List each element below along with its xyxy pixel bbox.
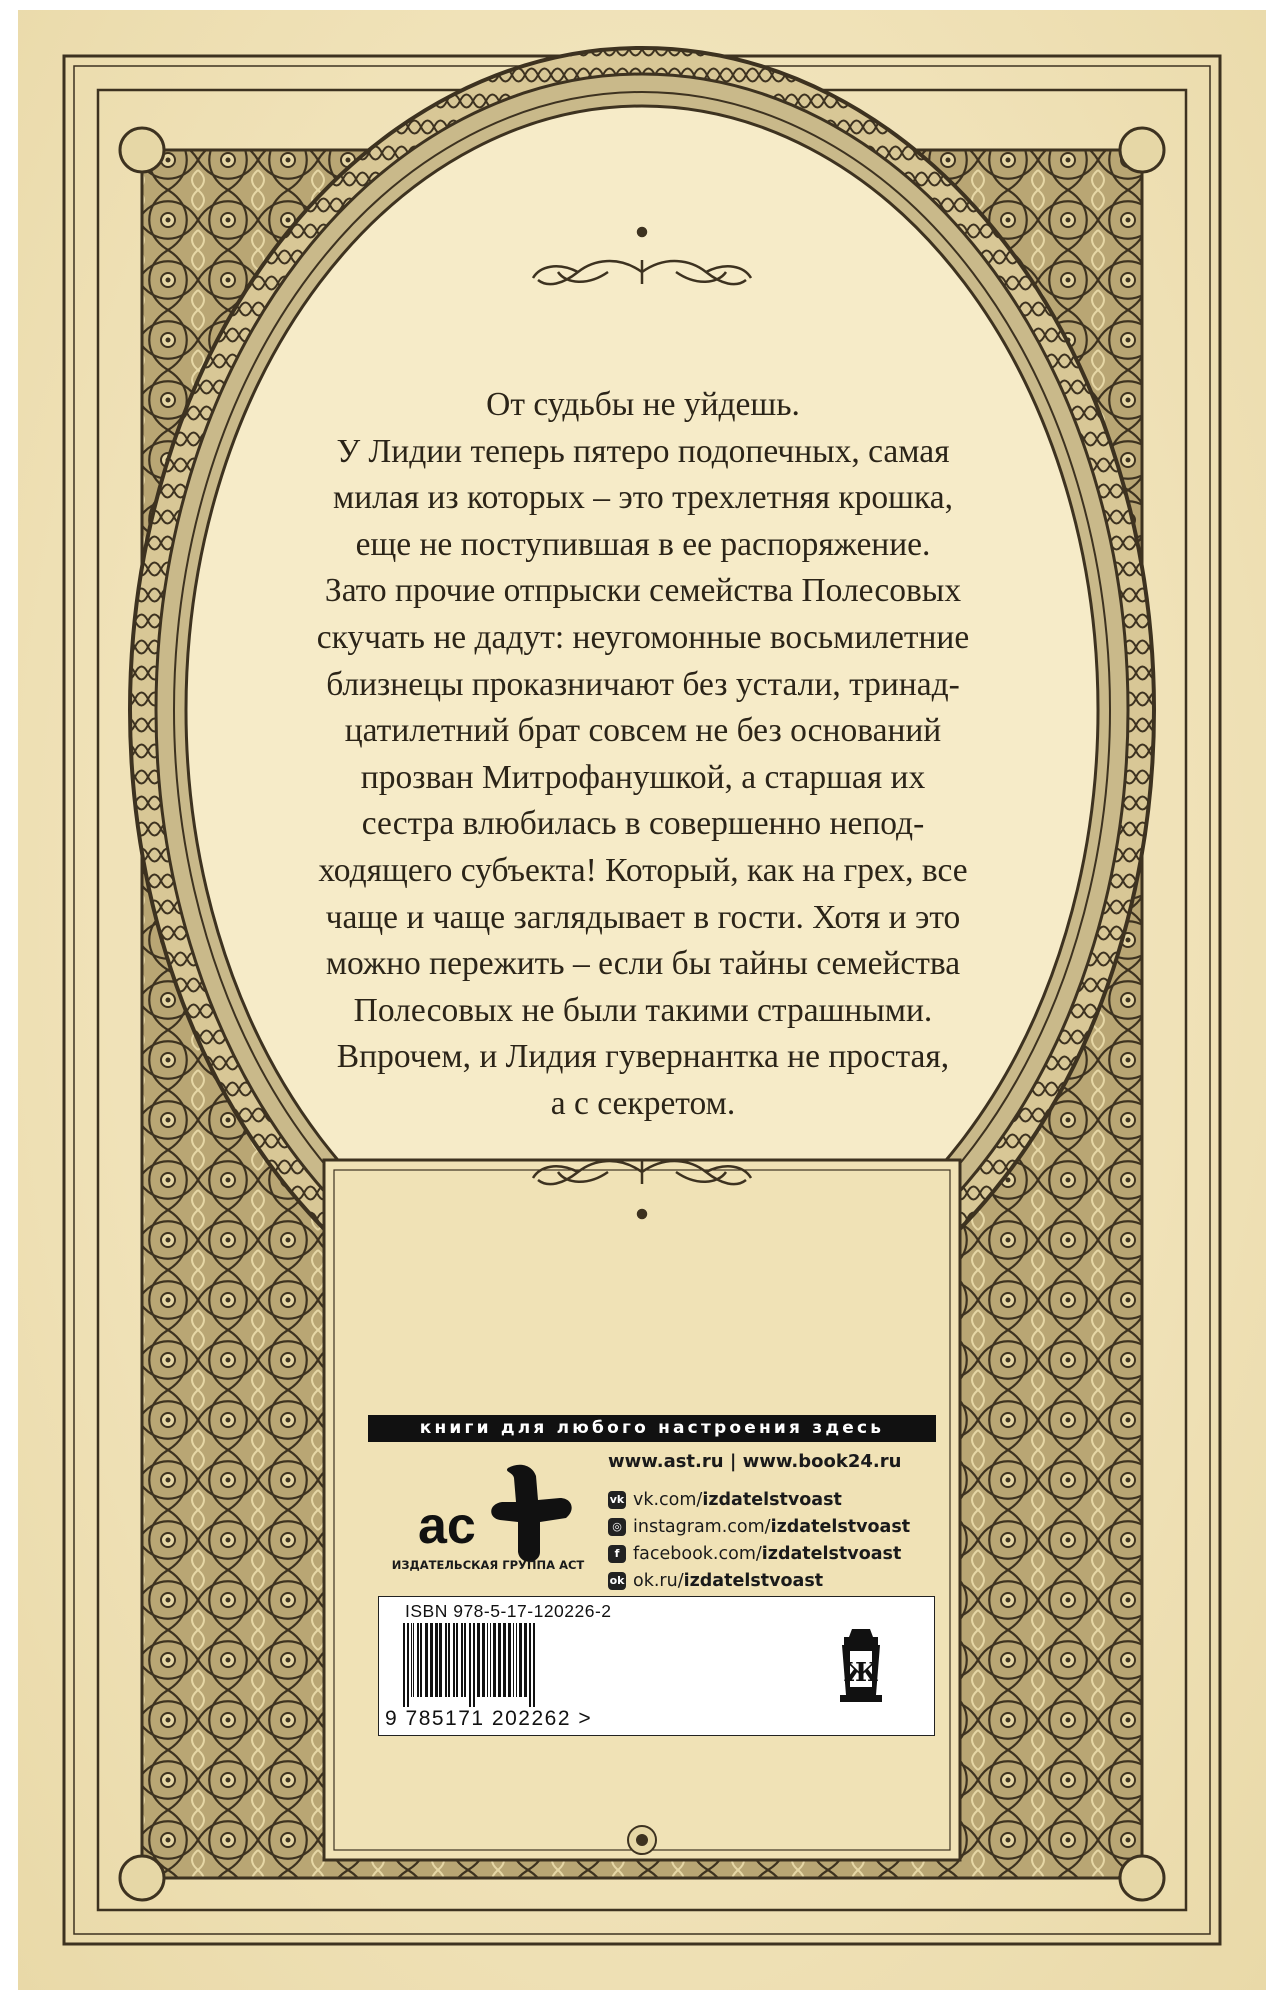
barcode-bar xyxy=(493,1623,496,1697)
isbn-number: ISBN 978-5-17-120226-2 xyxy=(405,1601,612,1621)
social-handle: izdatelstvoast xyxy=(702,1489,842,1510)
barcode-bar xyxy=(430,1623,433,1697)
barcode-bar xyxy=(453,1623,455,1697)
social-url-prefix: ok.ru/ xyxy=(633,1570,684,1591)
social-handle: izdatelstvoast xyxy=(761,1543,902,1564)
barcode-bar xyxy=(456,1623,458,1697)
logo-letters: ас xyxy=(418,1497,476,1555)
social-handle: izdatelstvoast xyxy=(683,1570,824,1591)
barcode-bar xyxy=(498,1623,501,1697)
barcode-bar xyxy=(503,1623,506,1697)
tagline-banner: книги для любого настроения здесь xyxy=(368,1415,936,1442)
isbn-barcode-panel xyxy=(378,1596,935,1736)
social-url-prefix: facebook.com/ xyxy=(633,1543,762,1564)
barcode-bar xyxy=(439,1623,442,1697)
rosette-ornament xyxy=(628,1826,656,1854)
social-link[interactable] xyxy=(608,1513,910,1540)
barcode-bar xyxy=(420,1623,422,1697)
barcode-bar xyxy=(425,1623,428,1697)
barcode-bar xyxy=(413,1623,414,1697)
barcode-bar xyxy=(435,1623,438,1697)
description-line: прозван Митрофанушкой, а старшая их xyxy=(360,758,926,796)
social-url-prefix: vk.com/ xyxy=(633,1489,703,1510)
barcode-bar xyxy=(533,1623,535,1707)
barcode-bar xyxy=(516,1623,517,1697)
vk-icon: vk xyxy=(608,1491,626,1509)
social-url-prefix: instagram.com/ xyxy=(633,1516,771,1537)
description-line: Впрочем, и Лидия гувернантка не простая, xyxy=(336,1038,950,1076)
book-back-cover xyxy=(18,10,1266,1990)
description-line: можно пережить – если бы тайны семейства xyxy=(325,945,961,983)
book-description xyxy=(258,382,1028,1128)
barcode-bar xyxy=(477,1623,480,1697)
barcode-bar xyxy=(508,1623,511,1697)
barcode-bar xyxy=(529,1623,531,1707)
barcode-digits: 9 785171 202262 > xyxy=(385,1707,593,1730)
description-line: сестра влюбилась в совершенно непод- xyxy=(361,805,925,843)
description-line: Полесовых не были такими страшными. xyxy=(353,991,933,1029)
barcode-bar xyxy=(461,1623,463,1697)
social-link[interactable] xyxy=(608,1486,910,1513)
lantern-icon xyxy=(832,1625,890,1705)
social-links xyxy=(608,1486,910,1594)
barcode-bar xyxy=(411,1623,412,1697)
description-line: а с секретом. xyxy=(550,1084,736,1122)
ast-logo-icon xyxy=(368,1448,608,1576)
barcode-bar xyxy=(490,1623,491,1697)
svg-text:Ж: Ж xyxy=(843,1658,879,1688)
barcode-bar xyxy=(473,1623,475,1707)
barcode-bar xyxy=(482,1623,485,1697)
barcode-bar xyxy=(464,1623,466,1697)
instagram-icon: ◎ xyxy=(608,1518,626,1536)
social-link[interactable] xyxy=(608,1567,910,1594)
description-line: чаще и чаще заглядывает в гости. Хотя и это xyxy=(325,898,961,936)
description-line: близнецы проказничают без устали, тринад- xyxy=(326,665,960,703)
barcode-bar xyxy=(417,1623,419,1697)
description-line: милая из которых – это трехлетняя крошка, xyxy=(333,479,953,517)
barcode-bar xyxy=(403,1623,405,1707)
social-link[interactable] xyxy=(608,1540,910,1567)
social-handle: izdatelstvoast xyxy=(770,1516,911,1537)
barcode-bar xyxy=(445,1623,447,1697)
barcode xyxy=(403,1623,693,1707)
description-line: Зато прочие отпрыски семейства Полесовых xyxy=(324,572,962,610)
publisher-name: ИЗДАТЕЛЬСКАЯ ГРУППА АСТ xyxy=(391,1558,585,1572)
barcode-bar xyxy=(519,1623,522,1697)
description-line: ходящего субъекта! Который, как на грех, все xyxy=(318,851,968,889)
description-line: еще не поступившая в ее распоряжение. xyxy=(355,525,931,563)
facebook-icon: f xyxy=(608,1545,626,1563)
barcode-bar xyxy=(448,1623,450,1697)
publisher-websites[interactable]: www.ast.ru | www.book24.ru xyxy=(608,1451,902,1472)
barcode-bar xyxy=(487,1623,488,1697)
barcode-bar xyxy=(469,1623,471,1707)
barcode-bar xyxy=(524,1623,527,1697)
description-line: скучать не дадут: неугомонные восьмилетние xyxy=(316,618,970,656)
odnoklassniki-icon: ok xyxy=(608,1572,626,1590)
description-line: От судьбы не уйдешь. xyxy=(486,386,800,423)
barcode-bar xyxy=(407,1623,409,1707)
barcode-bar xyxy=(513,1623,514,1697)
description-line: У Лидии теперь пятеро подопечных, самая xyxy=(336,432,950,470)
description-line: цатилетний брат совсем не без оснований xyxy=(344,712,942,750)
